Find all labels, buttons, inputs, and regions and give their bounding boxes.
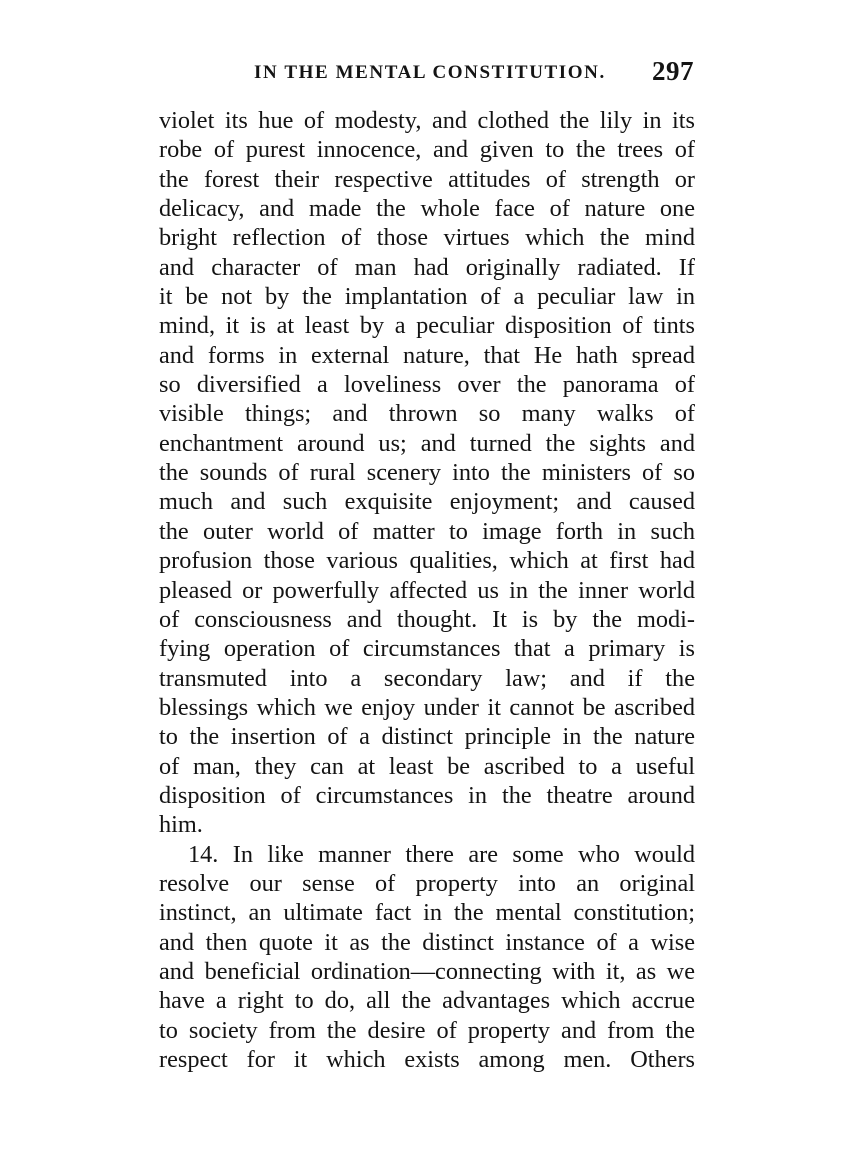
text-line: violet its hue of modesty, and clothed the lily in its bbox=[159, 107, 695, 134]
text-line: bright reflection of those virtues which the mind bbox=[159, 224, 695, 252]
text-line: much and such exquisite enjoyment; and caused bbox=[159, 488, 695, 516]
text-line: to society from the desire of property and from the bbox=[159, 1016, 695, 1044]
text-line: and forms in external nature, that He hath spread bbox=[159, 341, 695, 369]
text-line: and then quote it as the distinct instance of a wise bbox=[159, 928, 695, 956]
text-line: of man, they can at least be ascribed to a useful bbox=[159, 752, 695, 780]
text-line: the sounds of rural scenery into the ministers of so bbox=[159, 459, 695, 487]
running-head bbox=[158, 56, 698, 90]
text-line: have a right to do, all the advantages which accrue bbox=[159, 987, 695, 1015]
text-line: transmuted into a secondary law; and if the bbox=[159, 664, 695, 692]
body-text bbox=[159, 106, 695, 1074]
text-line: blessings which we enjoy under it cannot be ascribed bbox=[159, 693, 695, 721]
text-line: so diversified a loveliness over the panorama of bbox=[159, 371, 695, 399]
text-line: instinct, an ultimate fact in the mental constitution; bbox=[159, 899, 695, 927]
text-line: the outer world of matter to image forth in such bbox=[159, 517, 695, 545]
paragraph-start-line: 14. In like manner there are some who would bbox=[188, 840, 695, 868]
page-number: 297 bbox=[652, 56, 694, 86]
text-line: the forest their respective attitudes of strength or bbox=[159, 165, 695, 193]
text-line: pleased or powerfully affected us in the inner world bbox=[159, 576, 695, 604]
text-line: fying operation of circumstances that a primary is bbox=[159, 635, 695, 663]
text-line: respect for it which exists among men. Others bbox=[159, 1046, 695, 1073]
text-line: and beneficial ordination—connecting with it, as we bbox=[159, 957, 695, 985]
text-line: enchantment around us; and turned the sights and bbox=[159, 429, 695, 457]
text-line: it be not by the implantation of a peculiar law in bbox=[159, 283, 695, 311]
text-line: profusion those various qualities, which at first had bbox=[159, 547, 695, 575]
text-line: of consciousness and thought. It is by the modi- bbox=[159, 605, 695, 633]
running-title: IN THE MENTAL CONSTITUTION. bbox=[254, 62, 606, 83]
text-line: and character of man had originally radiated. If bbox=[159, 253, 695, 281]
text-line: mind, it is at least by a peculiar disposition of tints bbox=[159, 312, 695, 340]
text-line: disposition of circumstances in the theatre around bbox=[159, 781, 695, 809]
text-line: robe of purest innocence, and given to the trees of bbox=[159, 136, 695, 164]
text-line: to the insertion of a distinct principle in the nature bbox=[159, 723, 695, 751]
paragraph-end-line: him. bbox=[159, 811, 203, 839]
text-line: visible things; and thrown so many walks of bbox=[159, 400, 695, 428]
text-line: delicacy, and made the whole face of nature one bbox=[159, 195, 695, 223]
text-line: resolve our sense of property into an original bbox=[159, 869, 695, 897]
